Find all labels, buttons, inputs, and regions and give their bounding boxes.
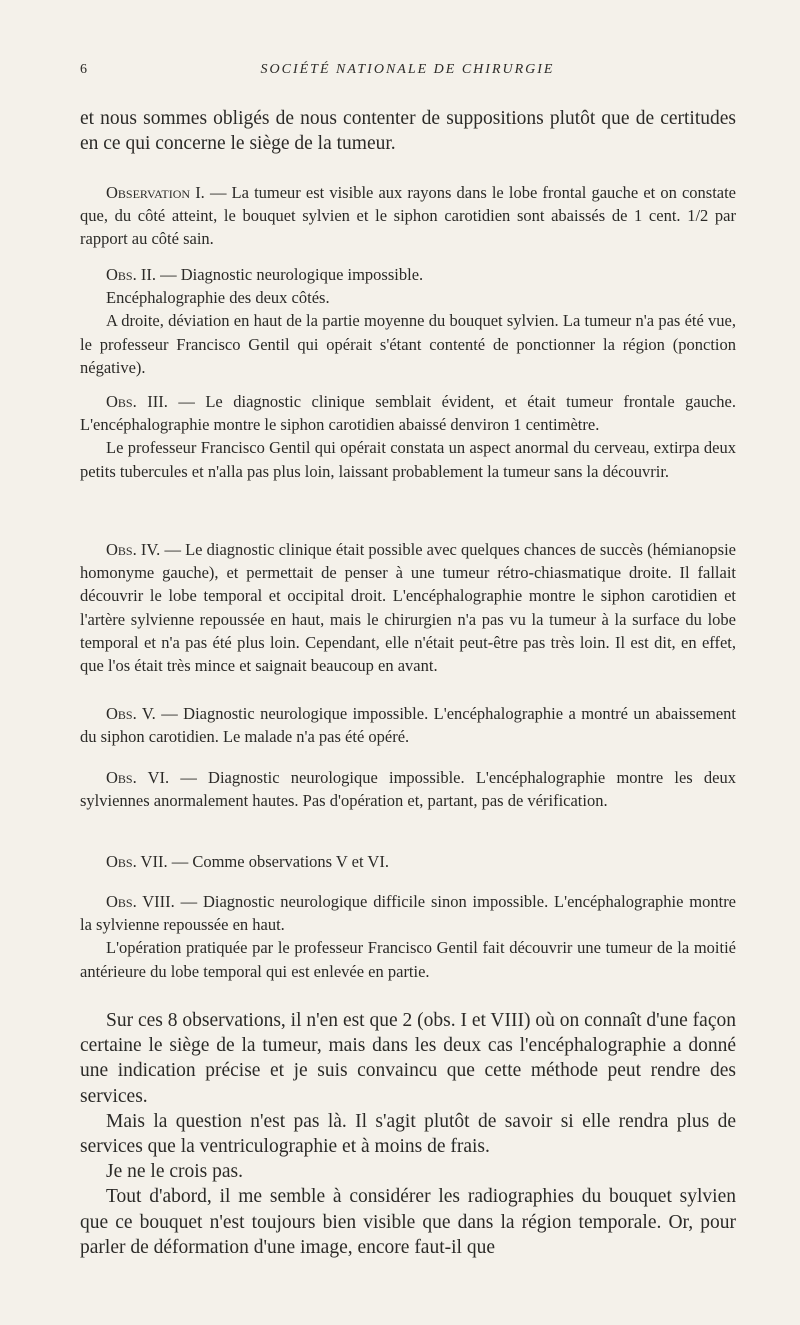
observation-paragraph: Le professeur Francisco Gentil qui opérait constata un aspect anormal du cerveau, extirpa deux petits tubercules et n'alla pas plus loin, laissant probablement la tumeur sans la découvrir. xyxy=(80,438,736,481)
intro-text: et nous sommes obligés de nous contenter de suppositions plutôt que de certitudes en ce qui concerne le siège de la tumeur. xyxy=(80,108,736,155)
conclusion-paragraph: Mais la question n'est pas là. Il s'agit plutôt de savoir si elle rendra plus de services que la ventriculographie et à moins de frais. xyxy=(80,1110,736,1158)
observation-paragraph: A droite, déviation en haut de la partie moyenne du bouquet sylvien. La tumeur n'a pas été vue, le professeur Francisco Gentil qui opérait s'étant contenté de ponctionner la région (ponction négative). xyxy=(80,311,736,377)
observation-label: Obs. II. xyxy=(106,265,156,284)
observation-text: — La tumeur est visible aux rayons dans le lobe frontal gauche et on constate que, du côté atteint, le bouquet sylvien et le siphon carotidien sont abaissés de 1 cent. 1/2 par rapport au côté sain. xyxy=(80,183,737,249)
observation-label: Observation I. xyxy=(106,183,205,202)
observation-text: — Diagnostic neurologique impossible. L'encéphalographie a montré un abaissement du siphon carotidien. Le malade n'a pas été opéré. xyxy=(80,704,736,747)
observation-6 xyxy=(80,766,736,812)
observation-5 xyxy=(80,702,736,748)
observation-paragraph xyxy=(80,263,736,286)
observation-4 xyxy=(80,538,736,677)
observation-text: — Le diagnostic clinique semblait évident, et était tumeur frontale gauche. L'encéphalographie montre le siphon carotidien abaissé denviron 1 centimètre. xyxy=(80,392,736,435)
observation-label: Obs. V. xyxy=(106,704,156,723)
observation-text: — Le diagnostic clinique était possible avec quelques chances de succès (hémianopsie homonyme gauche), et permettait de penser à une tumeur rétro-chiasmatique droite. Il fallait découvrir le lobe temporal et occipital droit. L'encéphalographie montre le siphon carotidien et l'artère sylvienne repoussée en haut, mais le chirurgien n'a pas vu la tumeur à la surface du lobe temporal et n'a pas été plus loin. Cependant, elle n'était peut-être pas très loin. Il est dit, en effet, que l'os était très mince et saignait beaucoup en avant. xyxy=(80,540,736,676)
observation-text: — Diagnostic neurologique impossible. L'encéphalographie montre les deux sylviennes anormalement hautes. Pas d'opération et, partant, pas de vérification. xyxy=(80,768,736,811)
observation-paragraph xyxy=(80,181,736,251)
observation-2 xyxy=(80,263,736,379)
conclusion-paragraph: Sur ces 8 observations, il n'en est que 2 (obs. I et VIII) où on connaît d'une façon certaine le siège de la tumeur, mais dans les deux cas l'encéphalographie a donné une indication précise et je suis convaincu que cette méthode peut rendre des services. xyxy=(80,1010,736,1107)
observation-label: Obs. III. xyxy=(106,392,168,411)
observation-text: — Diagnostic neurologique impossible. xyxy=(160,265,424,284)
observation-1 xyxy=(80,181,736,251)
observation-text: — Comme observations V et VI. xyxy=(171,852,389,871)
observation-paragraph xyxy=(80,766,736,812)
observation-paragraph xyxy=(80,702,736,748)
observation-3 xyxy=(80,390,736,483)
observation-paragraph xyxy=(80,538,736,677)
page-number: 6 xyxy=(80,62,87,77)
conclusion-section xyxy=(80,1008,736,1260)
running-head xyxy=(80,60,735,82)
intro-paragraph xyxy=(80,106,736,156)
observation-paragraph xyxy=(80,850,736,873)
observation-8 xyxy=(80,890,736,983)
journal-title: SOCIÉTÉ NATIONALE DE CHIRURGIE xyxy=(260,62,555,77)
observation-text: — Diagnostic neurologique difficile sinon impossible. L'encéphalographie montre la sylvienne repoussée en haut. xyxy=(80,892,737,935)
conclusion-paragraph: Tout d'abord, il me semble à considérer les radiographies du bouquet sylvien que ce bouquet n'est toujours bien visible que dans la région temporale. Or, pour parler de déformation d'une image, encore faut-il que xyxy=(80,1186,736,1258)
observation-label: Obs. VII. xyxy=(106,852,168,871)
observation-7 xyxy=(80,850,736,873)
observation-label: Obs. VIII. xyxy=(106,892,175,911)
observation-paragraph: Encéphalographie des deux côtés. xyxy=(106,288,330,308)
observation-paragraph: L'opération pratiquée par le professeur Francisco Gentil fait découvrir une tumeur de la moitié antérieure du lobe temporal qui est enlevée en partie. xyxy=(80,938,736,981)
observation-paragraph xyxy=(80,890,736,936)
observation-paragraph xyxy=(80,390,736,436)
observation-label: Obs. IV. xyxy=(106,540,161,559)
conclusion-paragraph: Je ne le crois pas. xyxy=(106,1161,243,1183)
observation-label: Obs. VI. xyxy=(106,768,170,787)
